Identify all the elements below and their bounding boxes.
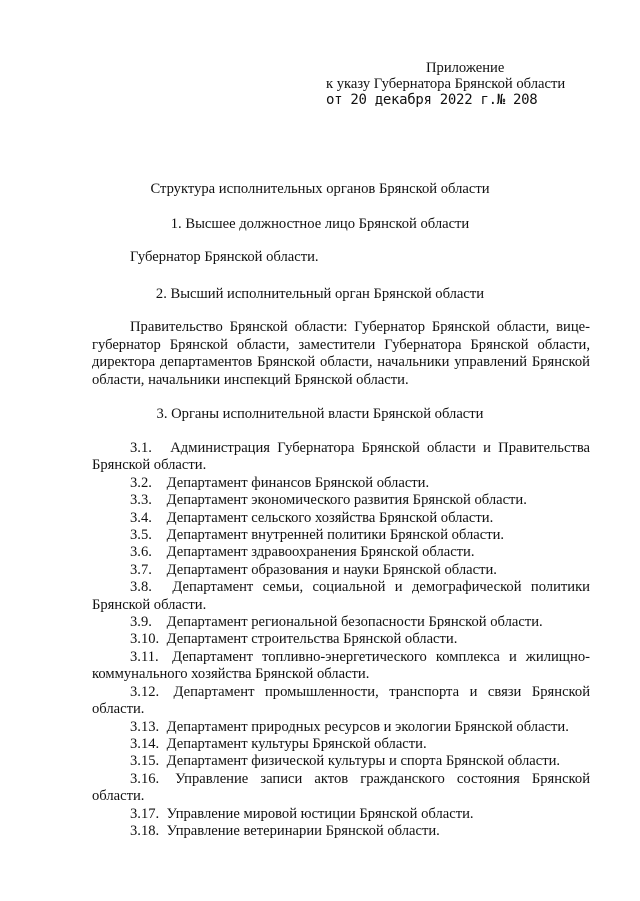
list-item: 3.14. Департамент культуры Брянской области. <box>130 735 427 752</box>
list-item: 3.5. Департамент внутренней политики Брянской области. <box>130 527 505 544</box>
appendix-header <box>326 60 606 108</box>
list-item: 3.2. Департамент финансов Брянской области. <box>130 474 430 491</box>
appendix-date-number: от 20 декабря 2022 г.№ 208 <box>326 92 538 108</box>
document-title: Структура исполнительных органов Брянской области <box>150 181 490 197</box>
list-item: 3.7. Департамент образования и науки Брянской области. <box>130 561 497 578</box>
list-item: 3.9. Департамент региональной безопасности Брянской области. <box>130 614 543 631</box>
list-item: 3.8. Департамент семьи, социальной и демографической политики Брянской области. <box>92 579 590 613</box>
list-item: 3.4. Департамент сельского хозяйства Брянской области. <box>130 509 494 526</box>
section-2-heading: 2. Высший исполнительный орган Брянской области <box>155 286 485 302</box>
list-item: 3.16. Управление записи актов гражданского состояния Брянской области. <box>92 770 590 805</box>
list-item: 3.11. Департамент топливно-энергетического комплекса и жилищно-коммунального хозяйства Брянской области. <box>92 648 590 683</box>
appendix-title: Приложение <box>426 60 505 76</box>
section-3-list <box>92 440 590 840</box>
appendix-reference: к указу Губернатора Брянской области <box>326 76 566 92</box>
list-item: 3.18. Управление ветеринарии Брянской области. <box>130 822 440 839</box>
list-item: 3.6. Департамент здравоохранения Брянской области. <box>130 544 475 561</box>
list-item: 3.3. Департамент экономического развития Брянской области. <box>130 492 527 509</box>
list-item: 3.15. Департамент физической культуры и спорта Брянской области. <box>130 753 561 770</box>
section-2-text: Правительство Брянской области: Губернатор Брянской области, вице-губернатор Брянской области, заместители Губернатора Брянской области, директора департаментов Брянской области, начальники управлений Брянской области, начальники инспекций Брянской области. <box>92 319 590 388</box>
section-3-heading: 3. Органы исполнительной власти Брянской области <box>156 406 484 422</box>
list-item: 3.12. Департамент промышленности, транспорта и связи Брянской области. <box>92 683 591 718</box>
list-item: 3.13. Департамент природных ресурсов и экологии Брянской области. <box>130 718 569 735</box>
section-1-heading: 1. Высшее должностное лицо Брянской области <box>170 216 470 232</box>
section-1-text: Губернатор Брянской области. <box>130 249 319 265</box>
list-item: 3.1. Администрация Губернатора Брянской области и Правительства Брянской области. <box>92 440 590 474</box>
list-item: 3.17. Управление мировой юстиции Брянской области. <box>130 805 474 822</box>
list-item: 3.10. Департамент строительства Брянской области. <box>130 631 458 648</box>
